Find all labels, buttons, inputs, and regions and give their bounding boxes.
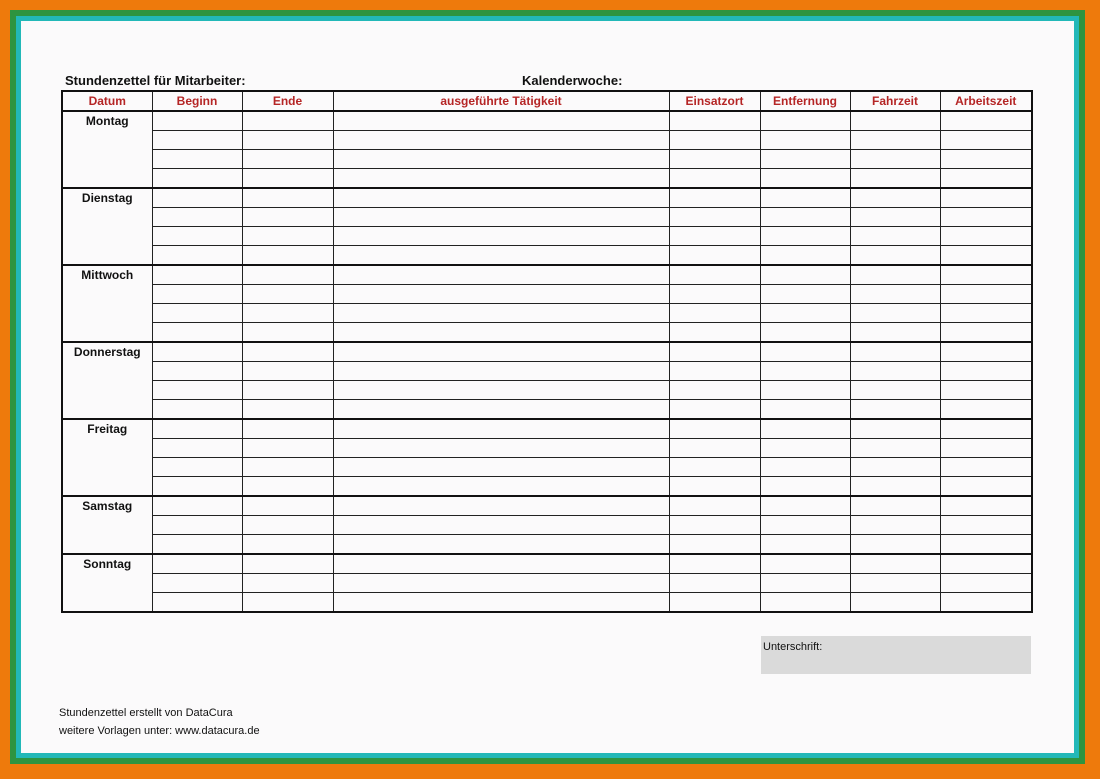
cell-einsatzort[interactable] xyxy=(669,227,760,246)
cell-arbeitszeit[interactable] xyxy=(940,400,1032,420)
table-row xyxy=(62,304,1032,323)
column-header-arbeitszeit: Arbeitszeit xyxy=(940,91,1032,111)
footer-credit: Stundenzettel erstellt von DataCura xyxy=(59,707,233,719)
cell-ende[interactable] xyxy=(242,323,333,343)
cell-fahrzeit[interactable] xyxy=(850,400,940,420)
cell-taetigkeit[interactable] xyxy=(333,265,669,285)
cell-arbeitszeit[interactable] xyxy=(940,169,1032,189)
table-row xyxy=(62,535,1032,555)
cell-fahrzeit[interactable] xyxy=(850,477,940,497)
table-row xyxy=(62,111,1032,131)
table-row xyxy=(62,150,1032,169)
cell-entfernung[interactable] xyxy=(760,246,850,266)
timesheet-page xyxy=(21,21,1074,753)
calendar-week-label: Kalenderwoche: xyxy=(522,73,623,88)
cell-taetigkeit[interactable] xyxy=(333,169,669,189)
cell-fahrzeit[interactable] xyxy=(850,362,940,381)
cell-ende[interactable] xyxy=(242,419,333,439)
table-row xyxy=(62,458,1032,477)
cell-arbeitszeit[interactable] xyxy=(940,516,1032,535)
cell-entfernung[interactable] xyxy=(760,458,850,477)
cell-beginn[interactable] xyxy=(152,265,242,285)
cell-taetigkeit[interactable] xyxy=(333,516,669,535)
cell-entfernung[interactable] xyxy=(760,323,850,343)
cell-beginn[interactable] xyxy=(152,304,242,323)
cell-ende[interactable] xyxy=(242,496,333,516)
cell-entfernung[interactable] xyxy=(760,131,850,150)
cell-einsatzort[interactable] xyxy=(669,169,760,189)
cell-beginn[interactable] xyxy=(152,574,242,593)
cell-ende[interactable] xyxy=(242,169,333,189)
cell-fahrzeit[interactable] xyxy=(850,304,940,323)
cell-einsatzort[interactable] xyxy=(669,323,760,343)
column-header-ende: Ende xyxy=(242,91,333,111)
cell-taetigkeit[interactable] xyxy=(333,285,669,304)
cell-fahrzeit[interactable] xyxy=(850,496,940,516)
column-header-einsatzort: Einsatzort xyxy=(669,91,760,111)
cell-fahrzeit[interactable] xyxy=(850,265,940,285)
cell-beginn[interactable] xyxy=(152,285,242,304)
day-label: Dienstag xyxy=(62,188,152,265)
cell-fahrzeit[interactable] xyxy=(850,381,940,400)
table-row xyxy=(62,188,1032,208)
table-row xyxy=(62,362,1032,381)
cell-einsatzort[interactable] xyxy=(669,439,760,458)
cell-einsatzort[interactable] xyxy=(669,150,760,169)
cell-arbeitszeit[interactable] xyxy=(940,208,1032,227)
cell-fahrzeit[interactable] xyxy=(850,323,940,343)
table-row xyxy=(62,419,1032,439)
cell-entfernung[interactable] xyxy=(760,574,850,593)
cell-ende[interactable] xyxy=(242,342,333,362)
cell-ende[interactable] xyxy=(242,593,333,613)
cell-beginn[interactable] xyxy=(152,227,242,246)
cell-arbeitszeit[interactable] xyxy=(940,150,1032,169)
table-row xyxy=(62,131,1032,150)
cell-beginn[interactable] xyxy=(152,439,242,458)
cell-taetigkeit[interactable] xyxy=(333,362,669,381)
signature-field[interactable] xyxy=(761,636,1031,674)
column-header-entfernung: Entfernung xyxy=(760,91,850,111)
cell-ende[interactable] xyxy=(242,477,333,497)
cell-fahrzeit[interactable] xyxy=(850,227,940,246)
timesheet-body xyxy=(62,111,1032,612)
cell-arbeitszeit[interactable] xyxy=(940,285,1032,304)
cell-taetigkeit[interactable] xyxy=(333,574,669,593)
table-row xyxy=(62,381,1032,400)
cell-taetigkeit[interactable] xyxy=(333,150,669,169)
cell-beginn[interactable] xyxy=(152,246,242,266)
cell-einsatzort[interactable] xyxy=(669,188,760,208)
cell-einsatzort[interactable] xyxy=(669,381,760,400)
cell-beginn[interactable] xyxy=(152,169,242,189)
cell-beginn[interactable] xyxy=(152,496,242,516)
cell-taetigkeit[interactable] xyxy=(333,131,669,150)
cell-einsatzort[interactable] xyxy=(669,285,760,304)
table-row xyxy=(62,246,1032,266)
cell-arbeitszeit[interactable] xyxy=(940,496,1032,516)
cell-entfernung[interactable] xyxy=(760,265,850,285)
cell-ende[interactable] xyxy=(242,381,333,400)
table-row xyxy=(62,574,1032,593)
cell-taetigkeit[interactable] xyxy=(333,535,669,555)
day-label: Freitag xyxy=(62,419,152,496)
cell-entfernung[interactable] xyxy=(760,400,850,420)
cell-entfernung[interactable] xyxy=(760,477,850,497)
cell-beginn[interactable] xyxy=(152,188,242,208)
cell-fahrzeit[interactable] xyxy=(850,535,940,555)
timesheet-table xyxy=(61,90,1033,613)
cell-arbeitszeit[interactable] xyxy=(940,574,1032,593)
cell-arbeitszeit[interactable] xyxy=(940,439,1032,458)
table-row xyxy=(62,323,1032,343)
table-row xyxy=(62,400,1032,420)
cell-einsatzort[interactable] xyxy=(669,593,760,613)
cell-taetigkeit[interactable] xyxy=(333,554,669,574)
signature-label: Unterschrift: xyxy=(763,641,823,653)
cell-beginn[interactable] xyxy=(152,554,242,574)
table-row xyxy=(62,593,1032,613)
cell-arbeitszeit[interactable] xyxy=(940,111,1032,131)
cell-entfernung[interactable] xyxy=(760,554,850,574)
day-label: Donnerstag xyxy=(62,342,152,419)
cell-fahrzeit[interactable] xyxy=(850,342,940,362)
cell-arbeitszeit[interactable] xyxy=(940,554,1032,574)
day-label: Sonntag xyxy=(62,554,152,612)
cell-arbeitszeit[interactable] xyxy=(940,188,1032,208)
cell-arbeitszeit[interactable] xyxy=(940,265,1032,285)
cell-beginn[interactable] xyxy=(152,208,242,227)
day-label: Mittwoch xyxy=(62,265,152,342)
column-header-beginn: Beginn xyxy=(152,91,242,111)
cell-taetigkeit[interactable] xyxy=(333,323,669,343)
cell-ende[interactable] xyxy=(242,188,333,208)
cell-ende[interactable] xyxy=(242,439,333,458)
cell-ende[interactable] xyxy=(242,574,333,593)
cell-fahrzeit[interactable] xyxy=(850,458,940,477)
cell-beginn[interactable] xyxy=(152,362,242,381)
cell-entfernung[interactable] xyxy=(760,208,850,227)
cell-ende[interactable] xyxy=(242,400,333,420)
cell-beginn[interactable] xyxy=(152,111,242,131)
cell-entfernung[interactable] xyxy=(760,362,850,381)
cell-entfernung[interactable] xyxy=(760,381,850,400)
cell-einsatzort[interactable] xyxy=(669,400,760,420)
cell-ende[interactable] xyxy=(242,362,333,381)
table-row xyxy=(62,265,1032,285)
cell-einsatzort[interactable] xyxy=(669,516,760,535)
cell-ende[interactable] xyxy=(242,458,333,477)
cell-ende[interactable] xyxy=(242,111,333,131)
cell-taetigkeit[interactable] xyxy=(333,400,669,420)
table-header-row xyxy=(62,91,1032,111)
day-label: Montag xyxy=(62,111,152,188)
cell-einsatzort[interactable] xyxy=(669,246,760,266)
cell-einsatzort[interactable] xyxy=(669,477,760,497)
cell-entfernung[interactable] xyxy=(760,188,850,208)
cell-fahrzeit[interactable] xyxy=(850,516,940,535)
cell-einsatzort[interactable] xyxy=(669,496,760,516)
cell-arbeitszeit[interactable] xyxy=(940,477,1032,497)
table-row xyxy=(62,516,1032,535)
employee-label: Stundenzettel für Mitarbeiter: xyxy=(65,73,246,88)
cell-entfernung[interactable] xyxy=(760,593,850,613)
cell-einsatzort[interactable] xyxy=(669,131,760,150)
cell-taetigkeit[interactable] xyxy=(333,111,669,131)
cell-fahrzeit[interactable] xyxy=(850,285,940,304)
cell-ende[interactable] xyxy=(242,535,333,555)
cell-einsatzort[interactable] xyxy=(669,362,760,381)
cell-beginn[interactable] xyxy=(152,419,242,439)
cell-taetigkeit[interactable] xyxy=(333,439,669,458)
cell-entfernung[interactable] xyxy=(760,439,850,458)
table-row xyxy=(62,227,1032,246)
cell-entfernung[interactable] xyxy=(760,111,850,131)
cell-taetigkeit[interactable] xyxy=(333,496,669,516)
column-header-fahrzeit: Fahrzeit xyxy=(850,91,940,111)
cell-arbeitszeit[interactable] xyxy=(940,381,1032,400)
cell-beginn[interactable] xyxy=(152,323,242,343)
cell-entfernung[interactable] xyxy=(760,342,850,362)
cell-entfernung[interactable] xyxy=(760,227,850,246)
table-row xyxy=(62,285,1032,304)
table-row xyxy=(62,169,1032,189)
cell-einsatzort[interactable] xyxy=(669,111,760,131)
cell-ende[interactable] xyxy=(242,227,333,246)
cell-taetigkeit[interactable] xyxy=(333,304,669,323)
table-row xyxy=(62,208,1032,227)
table-row xyxy=(62,342,1032,362)
cell-ende[interactable] xyxy=(242,246,333,266)
table-row xyxy=(62,477,1032,497)
cell-entfernung[interactable] xyxy=(760,304,850,323)
cell-taetigkeit[interactable] xyxy=(333,208,669,227)
cell-fahrzeit[interactable] xyxy=(850,574,940,593)
cell-entfernung[interactable] xyxy=(760,496,850,516)
cell-beginn[interactable] xyxy=(152,535,242,555)
cell-fahrzeit[interactable] xyxy=(850,439,940,458)
cell-fahrzeit[interactable] xyxy=(850,246,940,266)
cell-einsatzort[interactable] xyxy=(669,342,760,362)
table-row xyxy=(62,496,1032,516)
cell-einsatzort[interactable] xyxy=(669,458,760,477)
cell-fahrzeit[interactable] xyxy=(850,188,940,208)
footer-more-templates: weitere Vorlagen unter: www.datacura.de xyxy=(59,725,260,737)
cell-entfernung[interactable] xyxy=(760,150,850,169)
cell-einsatzort[interactable] xyxy=(669,208,760,227)
cell-fahrzeit[interactable] xyxy=(850,554,940,574)
column-header-datum: Datum xyxy=(62,91,152,111)
cell-fahrzeit[interactable] xyxy=(850,169,940,189)
cell-ende[interactable] xyxy=(242,265,333,285)
cell-arbeitszeit[interactable] xyxy=(940,227,1032,246)
cell-entfernung[interactable] xyxy=(760,535,850,555)
cell-ende[interactable] xyxy=(242,304,333,323)
cell-arbeitszeit[interactable] xyxy=(940,419,1032,439)
cell-taetigkeit[interactable] xyxy=(333,188,669,208)
cell-taetigkeit[interactable] xyxy=(333,246,669,266)
cell-ende[interactable] xyxy=(242,208,333,227)
cell-einsatzort[interactable] xyxy=(669,535,760,555)
column-header-taetigkeit: ausgeführte Tätigkeit xyxy=(333,91,669,111)
cell-beginn[interactable] xyxy=(152,458,242,477)
cell-beginn[interactable] xyxy=(152,516,242,535)
cell-arbeitszeit[interactable] xyxy=(940,458,1032,477)
day-label: Samstag xyxy=(62,496,152,554)
table-row xyxy=(62,554,1032,574)
cell-ende[interactable] xyxy=(242,131,333,150)
cell-entfernung[interactable] xyxy=(760,516,850,535)
cell-einsatzort[interactable] xyxy=(669,419,760,439)
cell-entfernung[interactable] xyxy=(760,419,850,439)
cell-taetigkeit[interactable] xyxy=(333,227,669,246)
cell-arbeitszeit[interactable] xyxy=(940,362,1032,381)
cell-taetigkeit[interactable] xyxy=(333,342,669,362)
cell-einsatzort[interactable] xyxy=(669,554,760,574)
cell-ende[interactable] xyxy=(242,516,333,535)
cell-fahrzeit[interactable] xyxy=(850,131,940,150)
cell-beginn[interactable] xyxy=(152,342,242,362)
cell-beginn[interactable] xyxy=(152,593,242,613)
cell-arbeitszeit[interactable] xyxy=(940,246,1032,266)
cell-fahrzeit[interactable] xyxy=(850,208,940,227)
cell-beginn[interactable] xyxy=(152,381,242,400)
cell-einsatzort[interactable] xyxy=(669,265,760,285)
cell-entfernung[interactable] xyxy=(760,169,850,189)
cell-taetigkeit[interactable] xyxy=(333,593,669,613)
cell-fahrzeit[interactable] xyxy=(850,150,940,169)
cell-einsatzort[interactable] xyxy=(669,574,760,593)
cell-taetigkeit[interactable] xyxy=(333,381,669,400)
cell-taetigkeit[interactable] xyxy=(333,477,669,497)
cell-arbeitszeit[interactable] xyxy=(940,304,1032,323)
cell-beginn[interactable] xyxy=(152,150,242,169)
cell-ende[interactable] xyxy=(242,554,333,574)
cell-taetigkeit[interactable] xyxy=(333,419,669,439)
cell-fahrzeit[interactable] xyxy=(850,111,940,131)
cell-beginn[interactable] xyxy=(152,131,242,150)
cell-arbeitszeit[interactable] xyxy=(940,342,1032,362)
cell-fahrzeit[interactable] xyxy=(850,419,940,439)
cell-beginn[interactable] xyxy=(152,400,242,420)
cell-arbeitszeit[interactable] xyxy=(940,323,1032,343)
cell-fahrzeit[interactable] xyxy=(850,593,940,613)
table-row xyxy=(62,439,1032,458)
cell-taetigkeit[interactable] xyxy=(333,458,669,477)
cell-ende[interactable] xyxy=(242,285,333,304)
cell-entfernung[interactable] xyxy=(760,285,850,304)
cell-arbeitszeit[interactable] xyxy=(940,593,1032,613)
cell-beginn[interactable] xyxy=(152,477,242,497)
cell-einsatzort[interactable] xyxy=(669,304,760,323)
cell-arbeitszeit[interactable] xyxy=(940,131,1032,150)
cell-arbeitszeit[interactable] xyxy=(940,535,1032,555)
cell-ende[interactable] xyxy=(242,150,333,169)
